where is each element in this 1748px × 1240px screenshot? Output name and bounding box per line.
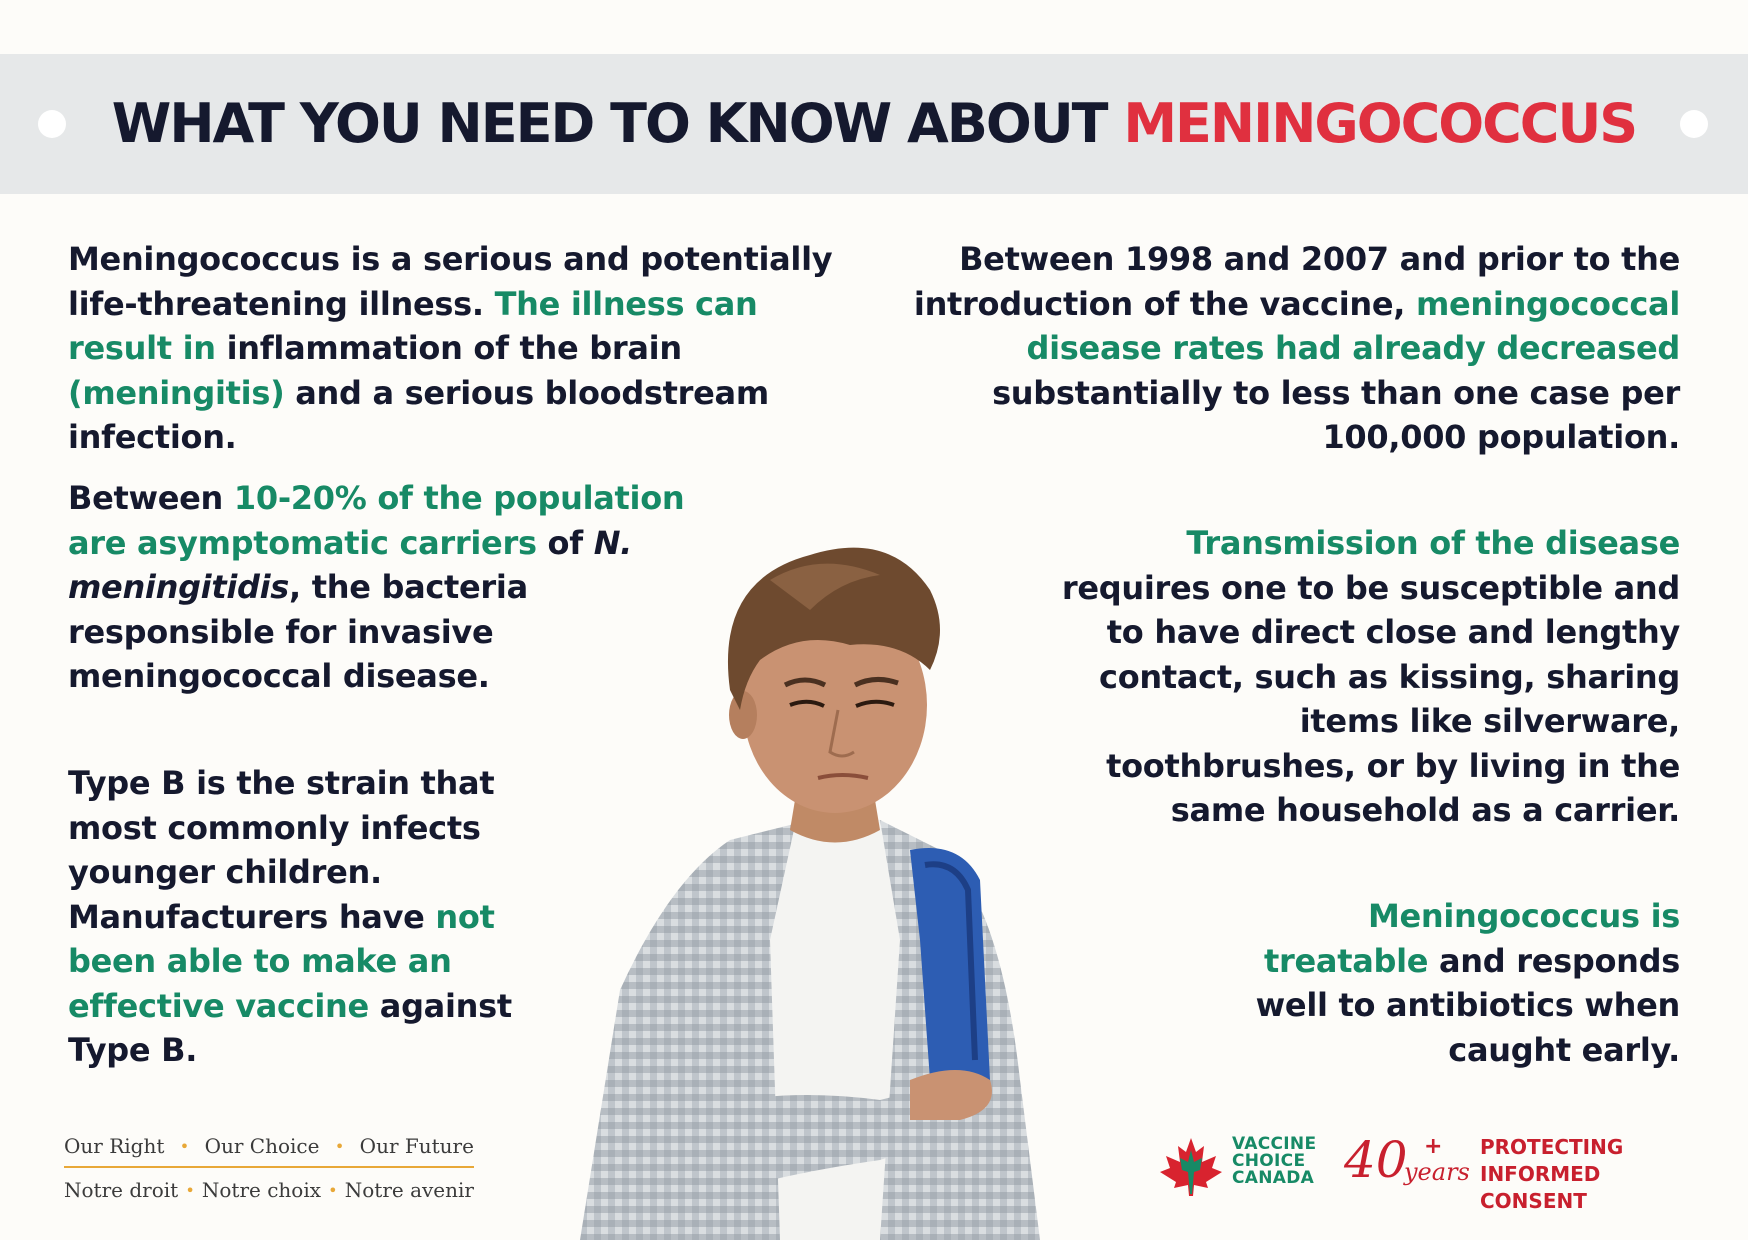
organization-logos bbox=[1152, 1128, 1712, 1213]
maple-leaf-icon bbox=[1158, 1136, 1224, 1198]
title-banner bbox=[0, 54, 1748, 194]
page-title-accent: MENINGOCOCCUS bbox=[1123, 92, 1637, 155]
right-paragraph-3: Meningococcus is treatable and responds well to antibiotics when caught early. bbox=[1255, 897, 1680, 1069]
tagline-english bbox=[64, 1132, 474, 1160]
tagline-item: Notre choix bbox=[201, 1178, 322, 1202]
tagline-separator: • bbox=[185, 1180, 195, 1200]
teen-boy-photo bbox=[580, 520, 1120, 1240]
tagline-divider bbox=[64, 1166, 474, 1168]
anniversary-number: 40 bbox=[1344, 1131, 1408, 1189]
tagline-item: Our Choice bbox=[204, 1134, 320, 1158]
tagline-separator: • bbox=[179, 1136, 190, 1156]
tagline-item: Notre droit bbox=[64, 1178, 179, 1202]
anniversary-plus: + bbox=[1424, 1134, 1443, 1159]
left-paragraph-3: Type B is the strain that most commonly infects younger children. Manufacturers have not been able to make an effective vaccine against Type B. bbox=[68, 764, 512, 1069]
anniversary-years: years bbox=[1404, 1158, 1470, 1186]
right-paragraph-1: Between 1998 and 2007 and prior to the introduction of the vaccine, meningococcal disease rates had already decreased substantially to less than one case per 100,000 population. bbox=[913, 240, 1680, 456]
motto: PROTECTING INFORMED CONSENT bbox=[1480, 1135, 1624, 1213]
tagline-french bbox=[64, 1176, 474, 1204]
page-title: WHAT YOU NEED TO KNOW ABOUT MENINGOCOCCUS bbox=[111, 92, 1637, 155]
tagline-item: Notre avenir bbox=[344, 1178, 474, 1202]
tagline-item: Our Future bbox=[359, 1134, 474, 1158]
left-paragraph-2: Between 10-20% of the population are asymptomatic carriers of N. meningitidis, the bacteria responsible for invasive meningococcal disease. bbox=[68, 479, 685, 695]
tagline bbox=[64, 1132, 474, 1204]
tagline-item: Our Right bbox=[64, 1134, 165, 1158]
right-paragraph-2: Transmission of the disease requires one to be susceptible and to have direct close and lengthy contact, such as kissing, sharing items like silverware, toothbrushes, or by living in the same household as a carrier. bbox=[1061, 524, 1680, 829]
tagline-separator: • bbox=[328, 1180, 338, 1200]
tagline-separator: • bbox=[334, 1136, 345, 1156]
org-name: VACCINE CHOICE CANADA bbox=[1232, 1134, 1317, 1188]
left-paragraph-1: Meningococcus is a serious and potentially life-threatening illness. The illness can result in inflammation of the brain (meningitis) and a serious bloodstream infection. bbox=[68, 240, 833, 456]
